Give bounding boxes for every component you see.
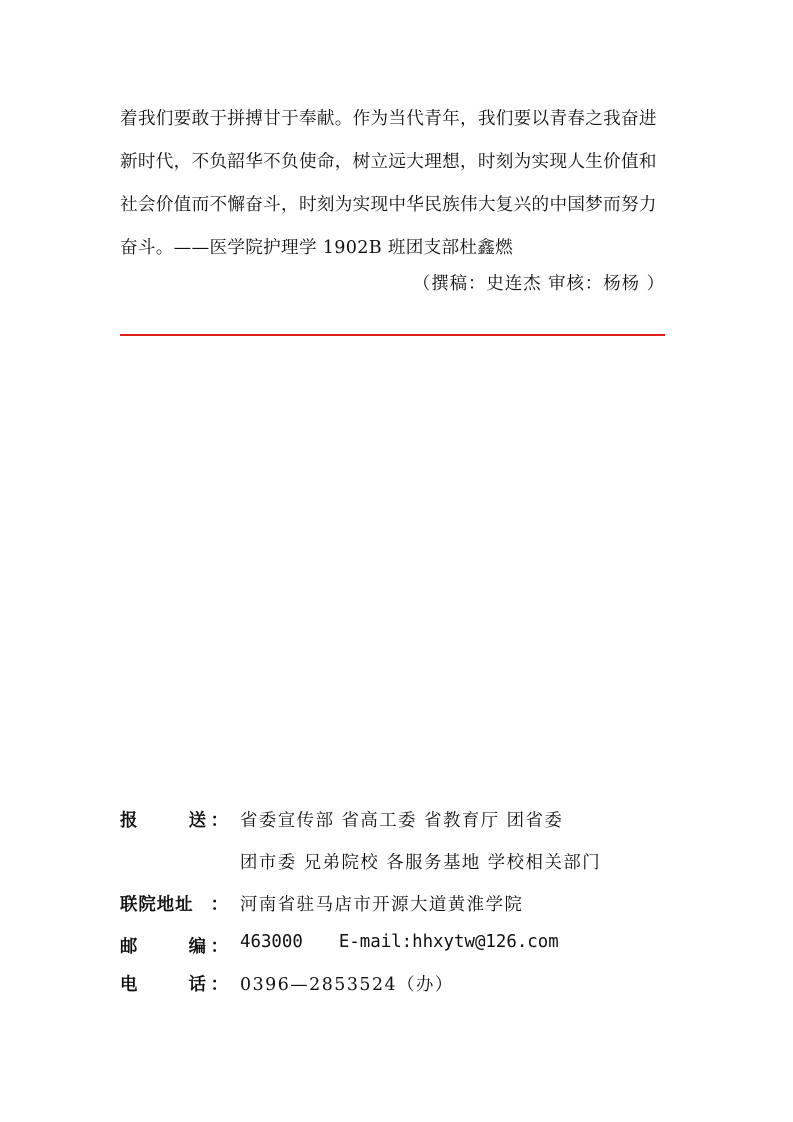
- report-to-row: [120, 806, 680, 848]
- address-label: 联院地址 ：: [120, 895, 228, 915]
- postcode-value: 463000: [240, 932, 303, 952]
- paragraph-line: 奋斗。——医学院护理学 1902B 班团支部杜鑫燃: [120, 238, 514, 258]
- phone-value: 0396—2853524（办）: [240, 975, 454, 995]
- author-credit: （撰稿：史连杰 审核：杨杨 ）: [412, 274, 665, 294]
- phone-row: [120, 970, 680, 1012]
- phone-label: 电 话 ：: [120, 975, 228, 995]
- postcode-row: [120, 932, 680, 970]
- address-value: 河南省驻马店市开源大道黄淮学院: [240, 895, 524, 915]
- footer-info: [120, 806, 680, 1012]
- paragraph-line: 着我们要敢于拼搏甘于奉献。作为当代青年，我们要以青春之我奋进: [120, 109, 657, 129]
- red-divider: [120, 334, 665, 336]
- article-paragraph: [120, 98, 665, 270]
- report-to-line-1: 省委宣传部 省高工委 省教育厅 团省委: [240, 811, 564, 831]
- postcode-label: 邮 编 ：: [120, 937, 228, 957]
- address-row: [120, 890, 680, 932]
- report-to-label: 报 送 ：: [120, 811, 228, 831]
- report-to-line-2: 团市委 兄弟院校 各服务基地 学校相关部门: [240, 853, 602, 873]
- paragraph-line: 社会价值而不懈奋斗，时刻为实现中华民族伟大复兴的中国梦而努力: [120, 195, 657, 215]
- paragraph-line: 新时代，不负韶华不负使命，树立远大理想，时刻为实现人生价值和: [120, 152, 657, 172]
- postcode-value-group: [240, 932, 559, 952]
- email-value: E-mail:hhxytw@126.com: [338, 932, 559, 952]
- report-to-row-2: [120, 848, 680, 890]
